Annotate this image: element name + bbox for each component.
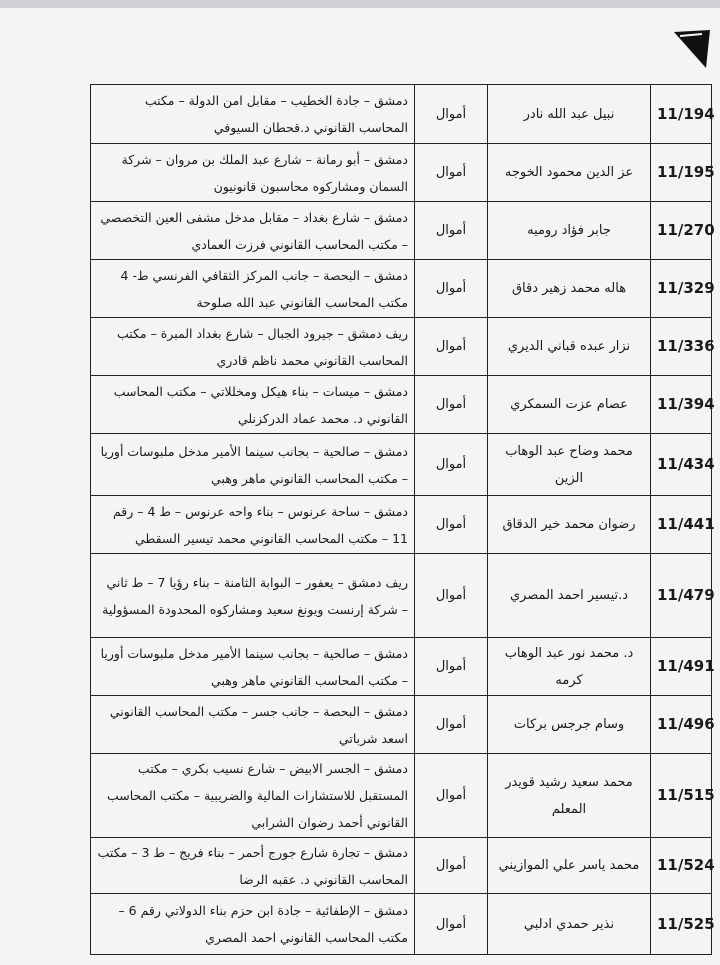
entry-number: 11/515 xyxy=(651,754,712,838)
photo-top-edge xyxy=(0,0,720,8)
entry-number: 11/434 xyxy=(651,434,712,496)
entry-name: وسام جرجس بركات xyxy=(488,696,651,754)
table-row xyxy=(91,260,712,318)
entry-address: دمشق – شارع بغداد – مقابل مدخل مشفى العين التخصصي – مكتب المحاسب القانوني فرزت العمادي xyxy=(91,202,415,260)
entry-category: أموال xyxy=(415,260,488,318)
entry-category: أموال xyxy=(415,202,488,260)
table-row xyxy=(91,894,712,955)
entry-name: هاله محمد زهير دقاق xyxy=(488,260,651,318)
entry-name: د. محمد نور عبد الوهاب كرمه xyxy=(488,638,651,696)
entry-category: أموال xyxy=(415,144,488,202)
entry-number: 11/441 xyxy=(651,496,712,554)
entry-address: دمشق – ساحة عرنوس – بناء واحه عرنوس – ط 4 – رقم 11 – مكتب المحاسب القانوني محمد تيسير السقطي xyxy=(91,496,415,554)
entry-category: أموال xyxy=(415,554,488,638)
table-row xyxy=(91,638,712,696)
table-row xyxy=(91,85,712,144)
entry-address: دمشق – الإطفائية – جادة ابن حزم بناء الدولاتي رقم 6 – مكتب المحاسب القانوني احمد المصري xyxy=(91,894,415,955)
table-row xyxy=(91,376,712,434)
table-row xyxy=(91,434,712,496)
entry-name: نبيل عبد الله نادر xyxy=(488,85,651,144)
registry-table xyxy=(90,84,715,955)
entry-name: جابر فؤاد روميه xyxy=(488,202,651,260)
table-row xyxy=(91,144,712,202)
entry-number: 11/394 xyxy=(651,376,712,434)
entry-number: 11/336 xyxy=(651,318,712,376)
entry-number: 11/270 xyxy=(651,202,712,260)
table-row xyxy=(91,754,712,838)
entry-category: أموال xyxy=(415,85,488,144)
entry-category: أموال xyxy=(415,838,488,894)
table-row xyxy=(91,696,712,754)
entry-name: محمد ياسر علي الموازيني xyxy=(488,838,651,894)
entry-name: محمد سعيد رشيد قويدر المعلم xyxy=(488,754,651,838)
table-row xyxy=(91,838,712,894)
entry-category: أموال xyxy=(415,638,488,696)
entry-number: 11/195 xyxy=(651,144,712,202)
entry-category: أموال xyxy=(415,496,488,554)
table-row xyxy=(91,496,712,554)
entry-address: دمشق – أبو رمانة – شارع عبد الملك بن مروان – شركة السمان ومشاركوه محاسبون قانونيون xyxy=(91,144,415,202)
entry-address: دمشق – الجسر الابيض – شارع نسيب بكري – مكتب المستقبل للاستشارات المالية والضريبية – مكتب المحاسب القانوني أحمد رضوان الشرابي xyxy=(91,754,415,838)
entry-category: أموال xyxy=(415,318,488,376)
entry-name: محمد وضاح عبد الوهاب الزين xyxy=(488,434,651,496)
entry-address: ريف دمشق – يعفور – البوابة الثامنة – بناء رؤيا 7 – ط ثاني – شركة إرنست ويونغ سعيد ومشاركوه المحدودة المسؤولية xyxy=(91,554,415,638)
entry-name: نذير حمدي ادلبي xyxy=(488,894,651,955)
entry-name: نزار عبده قباني الديري xyxy=(488,318,651,376)
entry-number: 11/524 xyxy=(651,838,712,894)
entry-category: أموال xyxy=(415,376,488,434)
entry-address: دمشق – صالحية – بجانب سينما الأمير مدخل ملبوسات أوريا – مكتب المحاسب القانوني ماهر وهبي xyxy=(91,434,415,496)
entry-category: أموال xyxy=(415,894,488,955)
entry-number: 11/496 xyxy=(651,696,712,754)
entry-category: أموال xyxy=(415,696,488,754)
entry-address: دمشق – جادة الخطيب – مقابل امن الدولة – مكتب المحاسب القانوني د.قحطان السيوفي xyxy=(91,85,415,144)
entry-number: 11/525 xyxy=(651,894,712,955)
entry-number: 11/329 xyxy=(651,260,712,318)
entry-name: د.تيسير احمد المصري xyxy=(488,554,651,638)
entry-number: 11/491 xyxy=(651,638,712,696)
table-row xyxy=(91,554,712,638)
entry-address: ريف دمشق – جيرود الجبال – شارع بغداد المبرة – مكتب المحاسب القانوني محمد ناظم قادري xyxy=(91,318,415,376)
entry-number: 11/194 xyxy=(651,85,712,144)
entry-category: أموال xyxy=(415,754,488,838)
table-row xyxy=(91,318,712,376)
entry-address: دمشق – تجارة شارع جورج أحمر – بناء فريج – ط 3 – مكتب المحاسب القانوني د. عقبه الرضا xyxy=(91,838,415,894)
entry-category: أموال xyxy=(415,434,488,496)
table-row xyxy=(91,202,712,260)
entry-address: دمشق – البحصة – جانب جسر – مكتب المحاسب القانوني اسعد شرباتي xyxy=(91,696,415,754)
entry-name: رضوان محمد خير الدقاق xyxy=(488,496,651,554)
entry-name: عصام عزت السمكري xyxy=(488,376,651,434)
entry-number: 11/479 xyxy=(651,554,712,638)
entry-address: دمشق – صالحية – بجانب سينما الأمير مدخل ملبوسات أوريا – مكتب المحاسب القانوني ماهر وهبي xyxy=(91,638,415,696)
entry-address: دمشق – البحصة – جانب المركز الثقافي الفرنسي ط- 4 مكتب المحاسب القانوني عبد الله صلوحة xyxy=(91,260,415,318)
corner-fold-mark xyxy=(672,28,712,72)
entry-address: دمشق – ميسات – بناء هيكل ومخللاتي – مكتب المحاسب القانوني د. محمد عماد الدركزنلي xyxy=(91,376,415,434)
entry-name: عز الدين محمود الخوجه xyxy=(488,144,651,202)
